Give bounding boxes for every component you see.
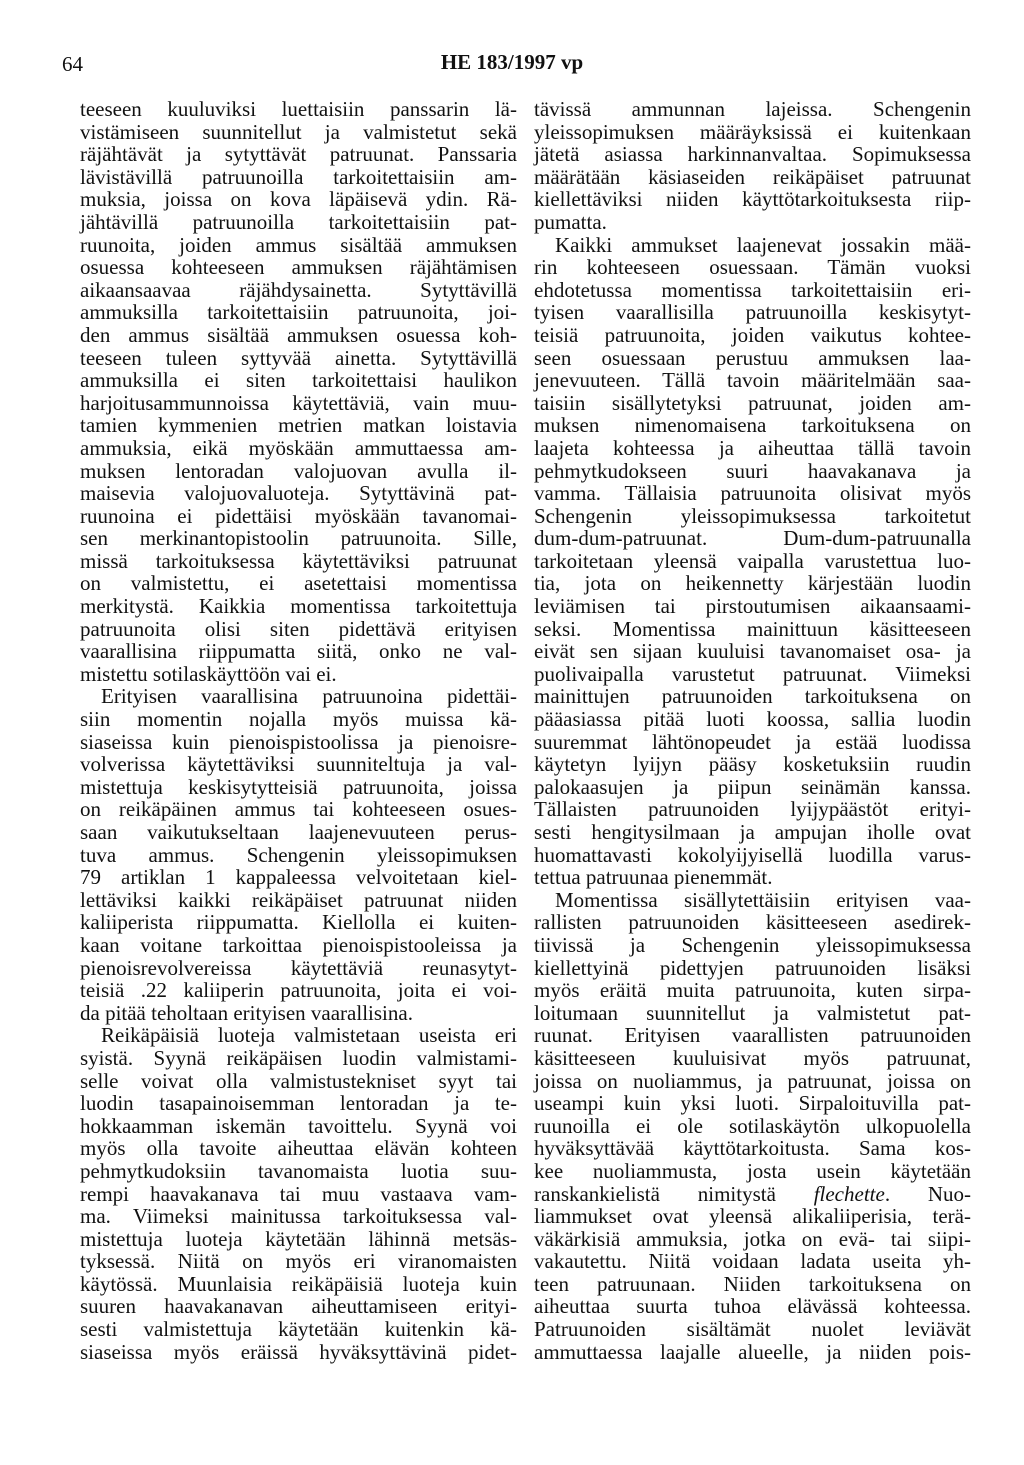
text-line: väkärkisiä ammuksia, jotka on evä- tai siipi- xyxy=(534,1226,971,1251)
text-line: muksen nimenomaisena tarkoituksena on xyxy=(534,413,971,438)
text-line: harjoitusammunnoissa käytettäviä, vain muu- xyxy=(80,390,517,415)
text-line: myös olla tavoite aiheuttaa elävän kohteen xyxy=(80,1136,517,1161)
text-line: mistettu sotilaskäyttöön vai ei. xyxy=(80,661,337,686)
text-line: siaseissa kuin pienoispistoolissa ja pienoisre- xyxy=(80,729,517,754)
text-line: ruunoina ei pidettäisi myöskään tavanomai- xyxy=(80,503,517,528)
text-line: muksen lentoradan valojuovan avulla il- xyxy=(80,458,517,483)
text-line: pehmytkudoksiin tavanomaista luotia suu- xyxy=(80,1158,517,1183)
text-line: rempi haavakanava tai muu vastaava vam- xyxy=(80,1181,517,1206)
text-line: 79 artiklan 1 kappaleessa velvoitetaan kiel- xyxy=(80,865,517,890)
text-line: kiellettyinä pidettyjen patruunoiden lisäksi xyxy=(534,955,971,980)
text-line: tettua patruunaa pienemmät. xyxy=(534,865,773,890)
text-line: rin kohteeseen osuessaan. Tämän vuoksi xyxy=(534,255,971,280)
text-line: osuessa kohteeseen ammuksen räjähtämisen xyxy=(80,255,517,280)
text-line: teisiä patruunoita, joiden vaikutus kohtee- xyxy=(534,322,971,347)
text-line: kaliiperista riippumatta. Kiellolla ei kuiten- xyxy=(80,910,517,935)
text-line: missä tarkoituksessa käytettäviksi patruunat xyxy=(80,548,517,573)
text-line: kee nuoliammusta, josta usein käytetään xyxy=(534,1158,971,1183)
text-line: tyksessä. Niitä on myös eri viranomaisten xyxy=(80,1249,517,1274)
text-line: suuremmat lähtönopeudet ja estää luodissa xyxy=(534,729,971,754)
text-line: Patruunoiden sisältämät nuolet leviävät xyxy=(534,1317,971,1342)
text-line: jenevuuteen. Tällä tavoin määritelmään saa- xyxy=(534,368,971,393)
text-line: syistä. Syynä reikäpäisen luodin valmistami- xyxy=(80,1045,517,1070)
text-line: pumatta. xyxy=(534,209,607,234)
text-line: selle voivat olla valmistustekniset syyt tai xyxy=(80,1068,517,1093)
text-line: huomattavasti kokolyijyisellä luodilla varus- xyxy=(534,842,971,867)
page-number: 64 xyxy=(62,52,83,76)
text-line: määrätään käsiaseiden reikäpäiset patruunat xyxy=(534,164,971,189)
text-line: luodin tasapainoisemman lentoradan ja te- xyxy=(80,1091,517,1116)
text-line: tiivissä ja Schengenin yleissopimuksessa xyxy=(534,932,971,957)
text-line: taisiin sisällytetyksi patruunat, joiden am- xyxy=(534,390,971,415)
text-line: tarkoitetaan yleensä vaipalla varustettua luo- xyxy=(534,548,971,573)
text-line: puolivaipalla varustetut patruunat. Viimeksi xyxy=(534,661,971,686)
right-column xyxy=(534,98,971,1363)
text-line: ammuksia, eikä myöskään ammuttaessa am- xyxy=(80,435,517,460)
text-line: teisiä .22 kaliiperin patruunoita, joita ei voi- xyxy=(80,978,517,1003)
text-line: siaseissa myös eräissä hyväksyttävinä pidet- xyxy=(80,1339,517,1364)
text-line: sen merkinantopistoolin patruunoita. Sille, xyxy=(80,526,517,551)
text-line: seksi. Momentissa mainittuun käsitteeseen xyxy=(534,616,971,641)
text-line: ammuksilla tarkoitettaisiin patruunoita, joi- xyxy=(80,300,517,325)
text-line: käytetyn lyijyn pääsy kosketuksiin ruudin xyxy=(534,752,971,777)
text-line: sesti hengitysilmaan ja ampujan iholle ovat xyxy=(534,820,971,844)
text-line: yleissopimuksen määräyksissä ei kuitenkaan xyxy=(534,119,971,144)
text-line: vamma. Tällaisia patruunoita olisivat myös xyxy=(534,481,971,506)
text-line: ammuttaessa laajalle alueelle, ja niiden pois- xyxy=(534,1339,971,1364)
text-line: käsitteeseen kuuluisivat myös patruunat, xyxy=(534,1045,971,1070)
left-column xyxy=(80,98,517,1363)
text-line: vistämiseen suunnitellut ja valmistetut sekä xyxy=(80,119,517,144)
text-line: vaarallisina riippumatta siitä, onko ne val- xyxy=(80,639,517,664)
text-line: hyväksyttävää käyttötarkoitusta. Sama kos- xyxy=(534,1136,971,1161)
text-line: dum-dum-patruunat. Dum-dum-patruunalla xyxy=(534,526,971,551)
text-line: eivät sen sijaan kuuluisi tavanomaiset osa- ja xyxy=(534,639,971,664)
text-line: den ammus sisältää ammuksen osuessa koh- xyxy=(80,322,517,347)
text-line: seen osuessaan perustuu ammuksen laa- xyxy=(534,345,971,370)
text-line: Erityisen vaarallisina patruunoina pidettäi- xyxy=(101,684,517,709)
text-line: tamien kymmenien metrien matkan loistavia xyxy=(80,413,517,438)
text-line: laajeta kohteessa ja aiheuttaa tällä tavoin xyxy=(534,435,971,460)
running-head: HE 183/1997 vp xyxy=(440,50,584,74)
text-line: ranskankielistä nimitystä flechette. Nuo- xyxy=(534,1181,971,1206)
text-line: mistettuja luoteja käytetään lähinnä metsäs- xyxy=(80,1226,517,1251)
text-line: saan vaikutukseltaan laajenevuuteen perus- xyxy=(80,820,517,844)
text-line: tyisen vaarallisilla patruunoilla keskisytyt- xyxy=(534,300,971,325)
text-line: Tällaisten patruunoiden lyijypäästöt erityi- xyxy=(534,797,971,822)
text-line: on valmistettu, ei asetettaisi momentissa xyxy=(80,571,517,596)
text-line: volverissa käytettäviksi suunniteltuja ja val- xyxy=(80,752,517,777)
text-line: liammukset ovat yleensä alikaliiperisia, terä- xyxy=(534,1204,971,1229)
text-line: maisevia valojuovaluoteja. Sytyttävinä pat- xyxy=(80,481,517,506)
text-line: useampi kuin yksi luoti. Sirpaloituvilla pat- xyxy=(534,1091,971,1116)
text-line: käytössä. Muunlaisia reikäpäisiä luoteja kuin xyxy=(80,1271,517,1296)
text-line: teeseen tuleen syttyvää ainetta. Sytyttävillä xyxy=(80,345,517,370)
text-line: teen patruunaan. Niiden tarkoituksena on xyxy=(534,1271,971,1296)
text-line: mistettuja keskisytytteisiä patruunoita, joissa xyxy=(80,774,517,799)
text-line: Schengenin yleissopimuksessa tarkoitetut xyxy=(534,503,971,528)
text-line: da pitää teholtaan erityisen vaarallisina. xyxy=(80,1000,413,1025)
text-line: muksia, joissa on kova läpäisevä ydin. Rä- xyxy=(80,187,517,212)
text-line: ruunat. Erityisen vaarallisten patruunoiden xyxy=(534,1023,971,1048)
text-line: mainittujen patruunoiden tarkoituksena on xyxy=(534,684,971,709)
text-line: rallisten patruunoiden käsitteeseen asedirek- xyxy=(534,910,971,935)
text-line: pienoisrevolvereissa käytettäviä reunasytyt- xyxy=(80,955,517,980)
text-line: Reikäpäisiä luoteja valmistetaan useista eri xyxy=(101,1023,517,1048)
text-line: tuva ammus. Schengenin yleissopimuksen xyxy=(80,842,517,867)
text-line: pääasiassa pitää luoti koossa, sallia luodin xyxy=(534,707,971,732)
text-line: hokkaamman iskemän tavoittelu. Syynä voi xyxy=(80,1113,517,1138)
text-line: siin momentin nojalla myös muissa kä- xyxy=(80,707,517,732)
text-line: lettäviksi kaikki reikäpäiset patruunat niiden xyxy=(80,887,517,912)
text-line: merkitystä. Kaikkia momentissa tarkoitettuja xyxy=(80,594,517,619)
text-line: aikaansaavaa räjähdysainetta. Sytyttävillä xyxy=(80,277,517,302)
text-line: tia, jota on heikennetty kärjestään luodin xyxy=(534,571,971,596)
text-line: vakautettu. Niitä voidaan ladata useita yh- xyxy=(534,1249,971,1274)
text-line: leviämisen tai pirstoutumisen aikaansaami- xyxy=(534,594,971,619)
text-line: loitumaan suunnitellut ja valmistetut pat- xyxy=(534,1000,971,1025)
text-line: Kaikki ammukset laajenevat jossakin mää- xyxy=(555,232,971,257)
text-line: lävistävillä patruunoilla tarkoitettaisiin am- xyxy=(80,164,517,189)
text-line: pehmytkudokseen suuri haavakanava ja xyxy=(534,458,971,483)
text-line: aiheuttaa suurta tuhoa elävässä kohteessa. xyxy=(534,1294,971,1319)
text-line: räjähtävät ja sytyttävät patruunat. Panssaria xyxy=(80,142,517,167)
text-line: myös eräitä muita patruunoita, kuten sirpa- xyxy=(534,978,971,1003)
text-line: jähtävillä patruunoilla tarkoitettaisiin pat- xyxy=(80,209,517,234)
italic-term: flechette xyxy=(813,1181,885,1206)
text-line: kiellettäviksi niiden käyttötarkoituksesta riip- xyxy=(534,187,971,212)
text-line: tävissä ammunnan lajeissa. Schengenin xyxy=(534,97,971,121)
text-line: sesti valmistettuja käytetään kuitenkin kä- xyxy=(80,1317,517,1342)
text-line: ammuksilla ei siten tarkoitettaisi haulikon xyxy=(80,368,517,393)
text-line: ruunoilla ei ole sotilaskäytön ulkopuolella xyxy=(534,1113,971,1138)
text-line: suuren haavakanavan aiheuttamiseen erityi- xyxy=(80,1294,517,1319)
text-line: jätetä asiassa harkinnanvaltaa. Sopimuksessa xyxy=(534,142,971,167)
text-line: Momentissa sisällytettäisiin erityisen vaa- xyxy=(555,887,971,912)
text-line: teeseen kuuluviksi luettaisiin panssarin lä- xyxy=(80,97,517,121)
text-line: patruunoita olisi siten pidettävä erityisen xyxy=(80,616,517,641)
text-line: palokaasujen ja piipun seinämän kanssa. xyxy=(534,774,971,799)
text-line: ehdotetussa momentissa tarkoitettaisiin eri- xyxy=(534,277,971,302)
text-line: ma. Viimeksi mainitussa tarkoituksessa val- xyxy=(80,1204,517,1229)
text-line: ruunoita, joiden ammus sisältää ammuksen xyxy=(80,232,517,257)
text-line: kaan voitane tarkoittaa pienoispistooleissa ja xyxy=(80,932,517,957)
text-line: on reikäpäinen ammus tai kohteeseen osues- xyxy=(80,797,517,822)
text-line: joissa on nuoliammus, ja patruunat, joissa on xyxy=(534,1068,971,1093)
